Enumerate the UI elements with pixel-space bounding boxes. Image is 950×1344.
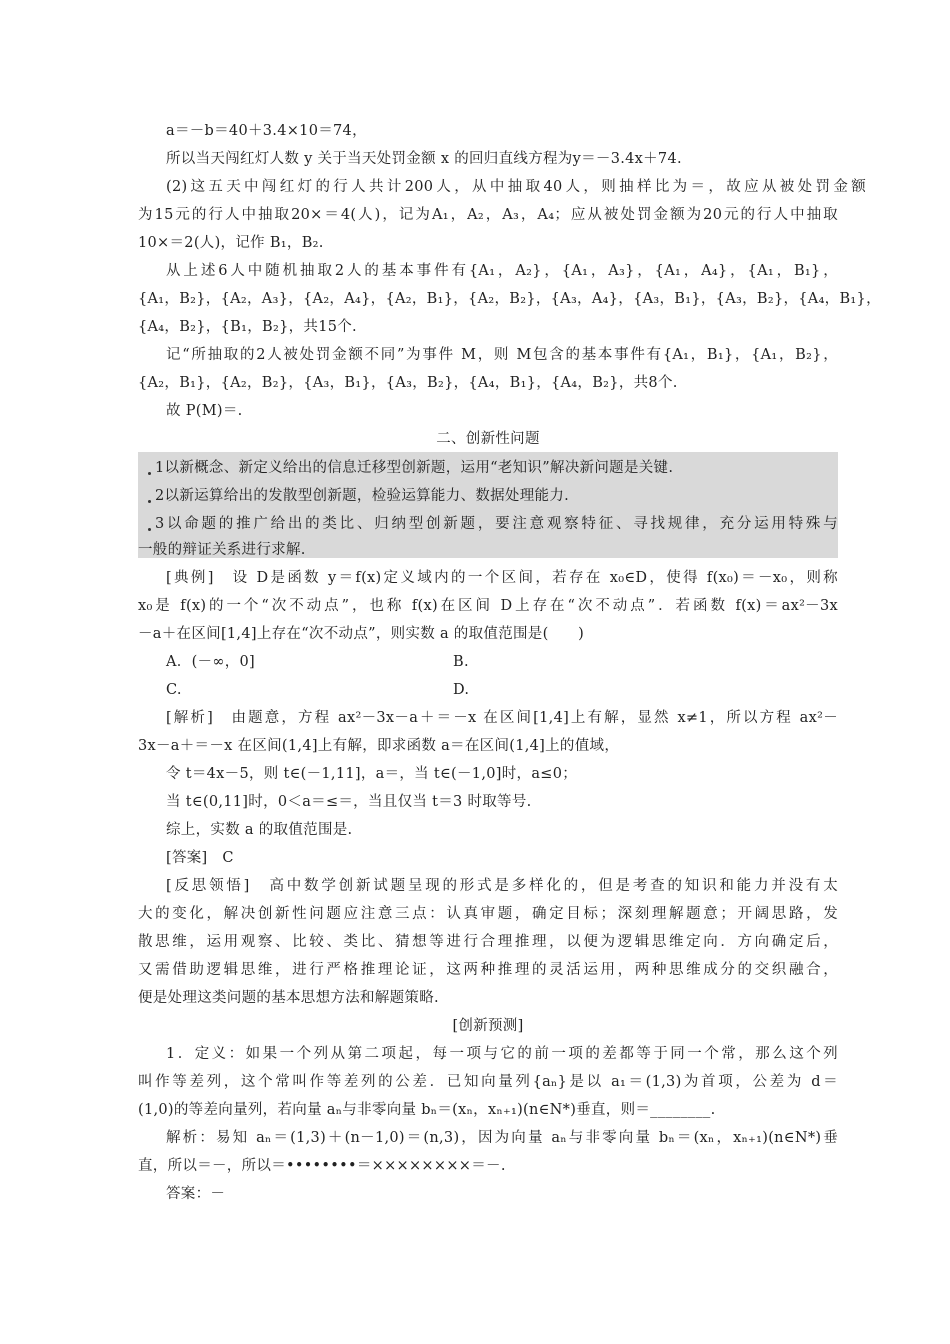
problem-line: 解析：易知 aₙ＝(1,3)＋(n－1,0)＝(n,3)，因为向量 aₙ与非零向量 bₙ＝(xₙ，xₙ₊₁)(n∈N*)垂 bbox=[166, 1130, 838, 1146]
solution-line: 令 t＝4x－5，则 t∈(－1,11]，a＝，当 t∈(－1,0]时，a≤0； bbox=[166, 766, 578, 782]
solution-line: 3x－a＋＝－x 在区间(1,4]上有解，即求函数 a＝在区间(1,4]上的值域， bbox=[138, 738, 620, 754]
text-line: 记“所抽取的2人被处罚金额不同”为事件 M，则 M包含的基本事件有{A₁，B₁}，{A₁，B₂}， bbox=[166, 347, 838, 363]
problem-line: 1．定义：如果一个列从第二项起，每一项与它的前一项的差都等于同一个常，那么这个列 bbox=[166, 1046, 838, 1062]
bullet-icon bbox=[148, 500, 151, 503]
option-c: C. bbox=[166, 682, 182, 698]
highlight-line bbox=[148, 486, 848, 506]
prediction-title: [创新预测] bbox=[452, 1018, 524, 1034]
text-line: {A₄，B₂}，{B₁，B₂}，共15个. bbox=[138, 319, 357, 335]
answer-line: 答案：－ bbox=[166, 1186, 226, 1202]
problem-line: (1,0)的等差向量列，若向量 aₙ与非零向量 bₙ＝(xₙ，xₙ₊₁)(n∈N*)垂直，则＝________. bbox=[138, 1102, 716, 1118]
example-line: x₀是 f(x)的一个“次不动点”，也称 f(x)在区间 D上存在“次不动点”．若函数 f(x)＝ax²－3x bbox=[138, 598, 838, 614]
solution-line: 综上，实数 a 的取值范围是. bbox=[166, 822, 353, 838]
highlight-line: 一般的辩证关系进行求解. bbox=[138, 542, 306, 558]
reflection-line: 便是处理这类问题的基本思想方法和解题策略. bbox=[138, 990, 439, 1006]
reflection-line: [反思领悟] 高中数学创新试题呈现的形式是多样化的，但是考查的知识和能力并没有太 bbox=[166, 878, 838, 894]
text-line: (2)这五天中闯红灯的行人共计200人，从中抽取40人，则抽样比为＝，故应从被处罚金额 bbox=[166, 179, 866, 195]
text-line: 10×＝2(人)，记作 B₁，B₂. bbox=[138, 235, 324, 251]
reflection-line: 又需借助逻辑思维，进行严格推理论证，这两种推理的灵活运用，两种思维成分的交织融合， bbox=[138, 962, 838, 978]
text-line: {A₁，B₂}，{A₂，A₃}，{A₂，A₄}，{A₂，B₁}，{A₂，B₂}，{A₃，A₄}，{A₃，B₁}，{A₃，B₂}，{A₄，B₁}， bbox=[138, 291, 881, 307]
highlight-text: 3以命题的推广给出的类比、归纳型创新题，要注意观察特征、寻找规律，充分运用特殊与 bbox=[155, 516, 838, 532]
text-line: 从上述6人中随机抽取2人的基本事件有{A₁，A₂}，{A₁，A₃}，{A₁，A₄}，{A₁，B₁}， bbox=[166, 263, 838, 279]
example-line: [典例] 设 D是函数 y＝f(x)定义域内的一个区间，若存在 x₀∈D，使得 f(x₀)＝－x₀，则称 bbox=[166, 570, 838, 586]
text-line: 为15元的行人中抽取20×＝4(人)，记为A₁，A₂，A₃，A₄；应从被处罚金额为20元的行人中抽取 bbox=[138, 207, 838, 223]
solution-line: [解析] 由题意，方程 ax²－3x－a＋＝－x 在区间[1,4]上有解，显然 x≠1，所以方程 ax²－ bbox=[166, 710, 838, 726]
option-d: D. bbox=[453, 682, 470, 698]
highlight-text: 1以新概念、新定义给出的信息迁移型创新题，运用“老知识”解决新问题是关键. bbox=[155, 460, 674, 476]
option-a: A．(－∞，0] bbox=[166, 654, 255, 670]
example-line: －a＋在区间[1,4]上存在“次不动点”，则实数 a 的取值范围是( ) bbox=[138, 626, 585, 642]
reflection-line: 大的变化，解决创新性问题应注意三点：认真审题，确定目标；深刻理解题意；开阔思路，发 bbox=[138, 906, 838, 922]
problem-line: 叫作等差列，这个常叫作等差列的公差．已知向量列{aₙ}是以 a₁＝(1,3)为首项，公差为 d＝ bbox=[138, 1074, 838, 1090]
problem-line: 直，所以＝－，所以＝••••••••＝××××××××＝－. bbox=[138, 1158, 506, 1174]
section-title: 二、创新性问题 bbox=[436, 431, 540, 447]
highlight-line bbox=[148, 458, 848, 478]
text-line: {A₂，B₁}，{A₂，B₂}，{A₃，B₁}，{A₃，B₂}，{A₄，B₁}，{A₄，B₂}，共8个. bbox=[138, 375, 678, 391]
text-line: a＝－b＝40＋3.4×10＝74， bbox=[166, 123, 367, 139]
bullet-icon bbox=[148, 472, 151, 475]
option-b: B. bbox=[453, 654, 469, 670]
bullet-icon bbox=[148, 528, 151, 531]
text-line: 所以当天闯红灯人数 y 关于当天处罚金额 x 的回归直线方程为y＝－3.4x＋74. bbox=[166, 151, 682, 167]
highlight-text: 2以新运算给出的发散型创新题，检验运算能力、数据处理能力. bbox=[155, 488, 570, 504]
reflection-line: 散思维，运用观察、比较、类比、猜想等进行合理推理，以便为逻辑思维定向．方向确定后， bbox=[138, 934, 838, 950]
highlight-line bbox=[148, 514, 838, 534]
text-line: 故 P(M)＝. bbox=[166, 403, 243, 419]
solution-line: 当 t∈(0,11]时，0＜a＝≤＝，当且仅当 t＝3 时取等号. bbox=[166, 794, 532, 810]
answer-line: [答案] C bbox=[166, 850, 234, 866]
